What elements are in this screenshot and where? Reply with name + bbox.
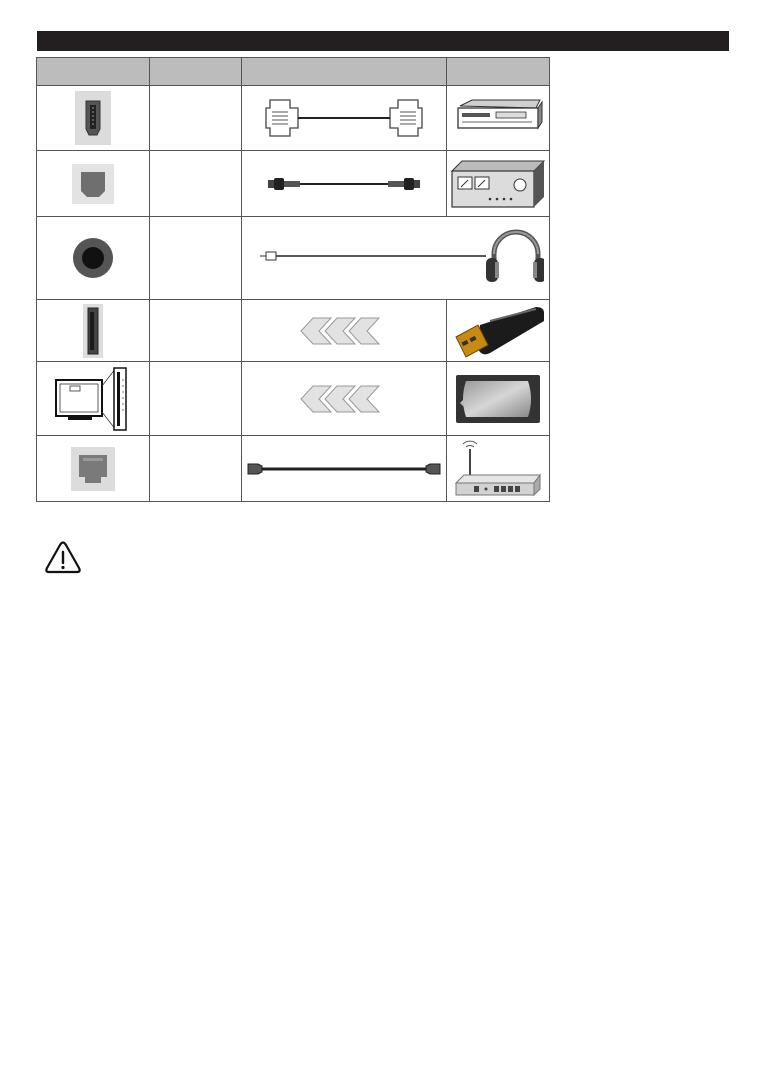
type-cell [150, 217, 242, 300]
usb-port-icon [83, 304, 103, 358]
connections-table [36, 57, 550, 502]
type-cell [150, 300, 242, 362]
connector-cell [37, 151, 150, 217]
table-row [37, 151, 550, 217]
table-header-row [37, 58, 550, 86]
table-row [37, 86, 550, 151]
table-row [37, 300, 550, 362]
cable-cell [242, 300, 447, 362]
insert-arrows-icon [299, 384, 389, 414]
cable-cell [242, 151, 447, 217]
table-row [37, 362, 550, 436]
table-row [37, 217, 550, 300]
column-header-type [150, 58, 242, 86]
warning-triangle-icon [44, 541, 82, 575]
optical-port-icon [72, 164, 114, 204]
cam-module-icon [454, 373, 542, 425]
type-cell [150, 151, 242, 217]
column-header-connector [37, 58, 150, 86]
connector-cell [37, 217, 150, 300]
headphone-jack-icon [72, 237, 114, 279]
headphones-icon [486, 232, 544, 282]
dvd-recorder-icon [452, 98, 544, 138]
column-header-device [447, 58, 550, 86]
ethernet-port-icon [71, 447, 115, 491]
column-header-cables [242, 58, 447, 86]
cable-cell [242, 217, 550, 300]
audio-amplifier-icon [450, 159, 546, 209]
cable-cell [242, 86, 447, 151]
ethernet-cable-icon [246, 461, 442, 477]
type-cell [150, 362, 242, 436]
device-cell [447, 86, 550, 151]
connector-cell [37, 436, 150, 502]
device-cell [447, 436, 550, 502]
optical-cable-icon [252, 174, 436, 194]
usb-stick-icon [450, 303, 546, 359]
connector-cell [37, 300, 150, 362]
headphone-cable-icon [248, 228, 544, 288]
type-cell [150, 86, 242, 151]
insert-arrows-icon [299, 316, 389, 346]
connector-cell [37, 86, 150, 151]
connector-cell [37, 362, 150, 436]
section-header-bar [37, 31, 729, 51]
device-cell [447, 151, 550, 217]
hdmi-cable-icon [252, 96, 436, 140]
ci-slot-tv-icon [52, 366, 134, 432]
cable-cell [242, 436, 447, 502]
device-cell [447, 300, 550, 362]
table-row [37, 436, 550, 502]
device-cell [447, 362, 550, 436]
hdmi-port-icon [75, 91, 111, 145]
type-cell [150, 436, 242, 502]
wireless-router-icon [452, 439, 544, 499]
cable-cell [242, 362, 447, 436]
